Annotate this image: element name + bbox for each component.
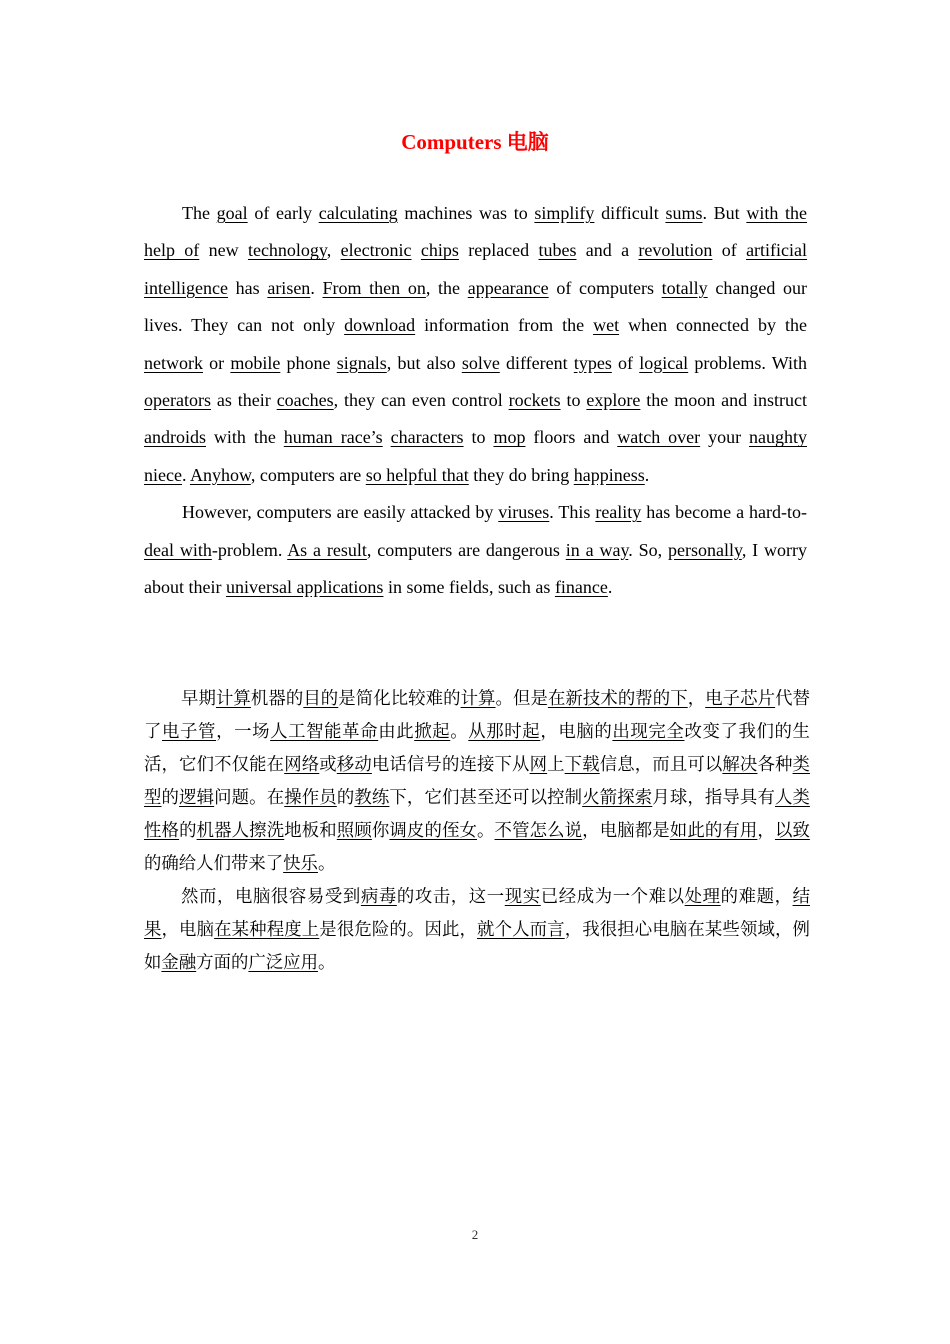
- text-run: has: [227, 277, 268, 298]
- text-run: has become a hard-to-: [641, 502, 807, 523]
- vocabulary-term: 网: [529, 755, 548, 775]
- text-run: they do bring: [468, 464, 574, 485]
- text-run: ，: [757, 821, 775, 841]
- vocabulary-term: 下载: [564, 755, 600, 775]
- text-run: .: [310, 277, 323, 298]
- vocabulary-term: deal with: [144, 539, 212, 560]
- vocabulary-term: happiness: [573, 464, 645, 485]
- vocabulary-term: simplify: [534, 203, 595, 223]
- text-run: .: [644, 464, 650, 485]
- vocabulary-term: 就个人而言: [477, 920, 565, 940]
- text-run: ,: [326, 240, 341, 261]
- vocabulary-term: 调皮的侄女: [389, 821, 478, 841]
- vocabulary-term: 目的: [303, 689, 339, 709]
- vocabulary-term: mobile: [230, 352, 281, 373]
- text-run: replaced: [458, 240, 539, 261]
- text-run: or: [202, 352, 231, 373]
- text-run: , they can even control: [333, 390, 509, 411]
- text-run: , computers are dangerous: [366, 539, 566, 560]
- text-run: -problem.: [211, 539, 288, 560]
- text-run: 改变了我们的生活，它们不仅能在: [144, 722, 810, 775]
- text-run: ，电脑都是: [582, 821, 670, 841]
- vocabulary-term: watch over: [617, 427, 701, 448]
- text-run: , I worry about their: [144, 539, 808, 598]
- text-run: and a: [576, 240, 639, 261]
- english-paragraph-1: [144, 195, 807, 494]
- text-run: ，一场: [216, 722, 271, 742]
- vocabulary-term: 逻辑: [179, 788, 215, 808]
- vocabulary-term: with the help of: [144, 203, 808, 261]
- text-run: . But: [702, 203, 747, 223]
- vocabulary-term: characters: [390, 427, 464, 448]
- vocabulary-term: 电子芯片: [705, 689, 776, 709]
- vocabulary-term: in a way: [565, 539, 629, 560]
- text-run: as their: [210, 390, 277, 411]
- text-run: ，电脑: [161, 920, 215, 940]
- vocabulary-term: 处理: [684, 887, 721, 907]
- text-run: 下，它们甚至还可以控制: [389, 788, 583, 808]
- vocabulary-term: 操作员: [284, 788, 337, 808]
- text-run: to: [560, 390, 587, 411]
- vocabulary-term: revolution: [638, 240, 713, 261]
- vocabulary-term: 照顾: [336, 821, 372, 841]
- vocabulary-term: arisen: [267, 277, 311, 298]
- text-run: 。: [317, 953, 336, 973]
- vocabulary-term: 网络: [284, 755, 320, 775]
- text-run: 的: [179, 821, 197, 841]
- vocabulary-term: 类型: [144, 755, 810, 808]
- vocabulary-term: 人工智能革命: [270, 722, 379, 742]
- vocabulary-term: 教练: [354, 788, 390, 808]
- text-run: ，我很担心电脑在某些领域，例如: [144, 920, 810, 973]
- vocabulary-term: reality: [595, 502, 642, 523]
- vocabulary-term: 移动: [336, 755, 372, 775]
- text-run: 。: [450, 722, 469, 742]
- text-run: phone: [280, 352, 337, 373]
- text-run: to: [463, 427, 494, 448]
- vocabulary-term: niece: [144, 464, 182, 485]
- text-run: of early: [247, 203, 319, 223]
- text-run: 或: [319, 755, 337, 775]
- text-run: 代替了: [144, 689, 810, 742]
- text-run: of computers: [548, 277, 662, 298]
- text-run: 电话信号的连接下从: [371, 755, 530, 775]
- text-run: 的: [336, 788, 355, 808]
- vocabulary-term: 现实: [504, 887, 541, 907]
- vocabulary-term: 金融: [161, 953, 197, 973]
- vocabulary-term: 在某种程度上: [214, 920, 320, 940]
- vocabulary-term: totally: [661, 277, 708, 298]
- text-run: machines was to: [397, 203, 535, 223]
- text-run: 信息，而且可以: [599, 755, 723, 775]
- vocabulary-term: 人类性格: [144, 788, 810, 841]
- vocabulary-term: appearance: [467, 277, 549, 298]
- text-run: changed our lives. They can not only: [144, 277, 807, 336]
- text-run: , the: [425, 277, 468, 298]
- text-run: [412, 240, 421, 260]
- vocabulary-term: 快乐: [283, 854, 318, 874]
- text-run: 。: [317, 854, 336, 874]
- vocabulary-term: 电子管: [162, 722, 217, 742]
- text-run: The: [182, 203, 217, 223]
- vocabulary-term: mop: [493, 427, 526, 448]
- text-run: new: [199, 240, 248, 261]
- vocabulary-term: 病毒: [360, 887, 397, 907]
- vocabulary-term: As a result: [287, 539, 367, 560]
- text-run: 是简化比较难的: [338, 689, 461, 709]
- chinese-paragraph-2: [144, 881, 810, 980]
- text-run: 的: [161, 788, 180, 808]
- text-run: 已经成为一个难以: [540, 887, 685, 907]
- text-run: 。但是: [495, 689, 548, 709]
- vocabulary-term: 在新技术的帮的下: [547, 689, 688, 709]
- vocabulary-term: viruses: [498, 502, 550, 523]
- vocabulary-term: From then on: [322, 277, 426, 298]
- vocabulary-term: rockets: [508, 390, 561, 411]
- chinese-text: [144, 683, 810, 980]
- text-run: of: [712, 240, 747, 261]
- vocabulary-term: 从那时起: [468, 722, 541, 742]
- vocabulary-term: finance: [554, 577, 608, 598]
- vocabulary-term: solve: [461, 352, 500, 373]
- text-run: 然而，电脑很容易受到: [181, 887, 361, 907]
- text-run: 各种: [757, 755, 793, 775]
- text-run: with the: [206, 427, 284, 448]
- vocabulary-term: calculating: [318, 203, 398, 223]
- text-run: floors and: [525, 427, 618, 448]
- vocabulary-term: 以致: [774, 821, 810, 841]
- text-run: your: [700, 427, 750, 448]
- vocabulary-term: universal applications: [225, 577, 384, 598]
- text-run: . So,: [628, 539, 669, 560]
- text-run: 地板和: [284, 821, 337, 841]
- text-run: 。: [477, 821, 495, 841]
- text-run: .: [607, 577, 613, 598]
- text-run: difficult: [594, 203, 666, 223]
- text-run: 由此: [378, 722, 415, 742]
- page-number: 2: [471, 1227, 479, 1242]
- chinese-paragraph-1: [144, 683, 810, 881]
- text-run: 你: [371, 821, 390, 841]
- text-run: the moon and instruct: [640, 390, 807, 411]
- document-title: Computers 电脑: [401, 130, 549, 154]
- vocabulary-term: explore: [586, 390, 641, 411]
- english-text: [144, 195, 807, 606]
- english-paragraph-2: [144, 494, 807, 606]
- vocabulary-term: goal: [216, 203, 248, 223]
- text-run: 机器的: [250, 689, 304, 709]
- vocabulary-term: human race’s: [283, 427, 383, 448]
- vocabulary-term: operators: [144, 390, 211, 411]
- vocabulary-term: chips: [420, 240, 459, 261]
- vocabulary-term: 结果: [144, 887, 810, 940]
- text-run: 方面的: [196, 953, 249, 973]
- vocabulary-term: sums: [665, 203, 703, 223]
- vocabulary-term: 计算: [460, 689, 496, 709]
- text-run: when connected by the: [619, 315, 808, 336]
- vocabulary-term: 广泛应用: [248, 953, 318, 973]
- vocabulary-term: 火箭探索: [582, 788, 653, 808]
- vocabulary-term: download: [344, 315, 416, 336]
- text-run: 的难题，: [720, 887, 793, 907]
- text-run: . This: [549, 502, 596, 523]
- text-run: 上: [547, 755, 565, 775]
- vocabulary-term: artificial intelligence: [144, 240, 808, 298]
- text-run: of: [611, 352, 640, 373]
- text-run: 月球，指导具有: [652, 788, 775, 808]
- text-run: 的确给人们带来了: [144, 854, 284, 874]
- text-run: However, computers are easily attacked by: [182, 502, 499, 523]
- vocabulary-term: 不管怎么说: [494, 821, 583, 841]
- text-run: 早期: [181, 689, 216, 709]
- vocabulary-term: tubes: [538, 240, 577, 261]
- vocabulary-term: wet: [593, 315, 620, 336]
- text-run: [383, 427, 391, 447]
- text-run: problems. With: [688, 352, 807, 373]
- text-run: ，: [687, 689, 706, 709]
- text-run: ，电脑的: [540, 722, 613, 742]
- text-run: information from the: [415, 315, 594, 336]
- vocabulary-term: 如此的有用: [669, 821, 758, 841]
- vocabulary-term: 解决: [722, 755, 758, 775]
- vocabulary-term: logical: [639, 352, 689, 373]
- text-run: , computers are: [250, 464, 366, 485]
- text-run: 问题。在: [214, 788, 285, 808]
- text-run: different: [499, 352, 574, 373]
- text-run: 是很危险的。因此，: [319, 920, 478, 940]
- vocabulary-term: network: [144, 352, 203, 373]
- text-run: , but also: [386, 352, 462, 373]
- vocabulary-term: coaches: [276, 390, 334, 411]
- vocabulary-term: types: [573, 352, 612, 373]
- text-run: in some fields, such as: [383, 577, 555, 598]
- vocabulary-term: electronic: [340, 240, 412, 261]
- vocabulary-term: technology: [247, 240, 327, 261]
- text-run: .: [181, 464, 190, 485]
- vocabulary-term: personally: [668, 539, 742, 560]
- vocabulary-term: 出现完全: [612, 722, 685, 742]
- vocabulary-term: Anyhow: [189, 464, 251, 485]
- vocabulary-term: so helpful that: [365, 464, 469, 485]
- vocabulary-term: androids: [144, 427, 206, 448]
- vocabulary-term: 掀起: [414, 722, 451, 742]
- text-run: 的攻击，这一: [396, 887, 505, 907]
- vocabulary-term: signals: [336, 352, 387, 373]
- vocabulary-term: 机器人擦洗: [196, 821, 285, 841]
- vocabulary-term: naughty: [749, 427, 808, 448]
- vocabulary-term: 计算: [215, 689, 251, 709]
